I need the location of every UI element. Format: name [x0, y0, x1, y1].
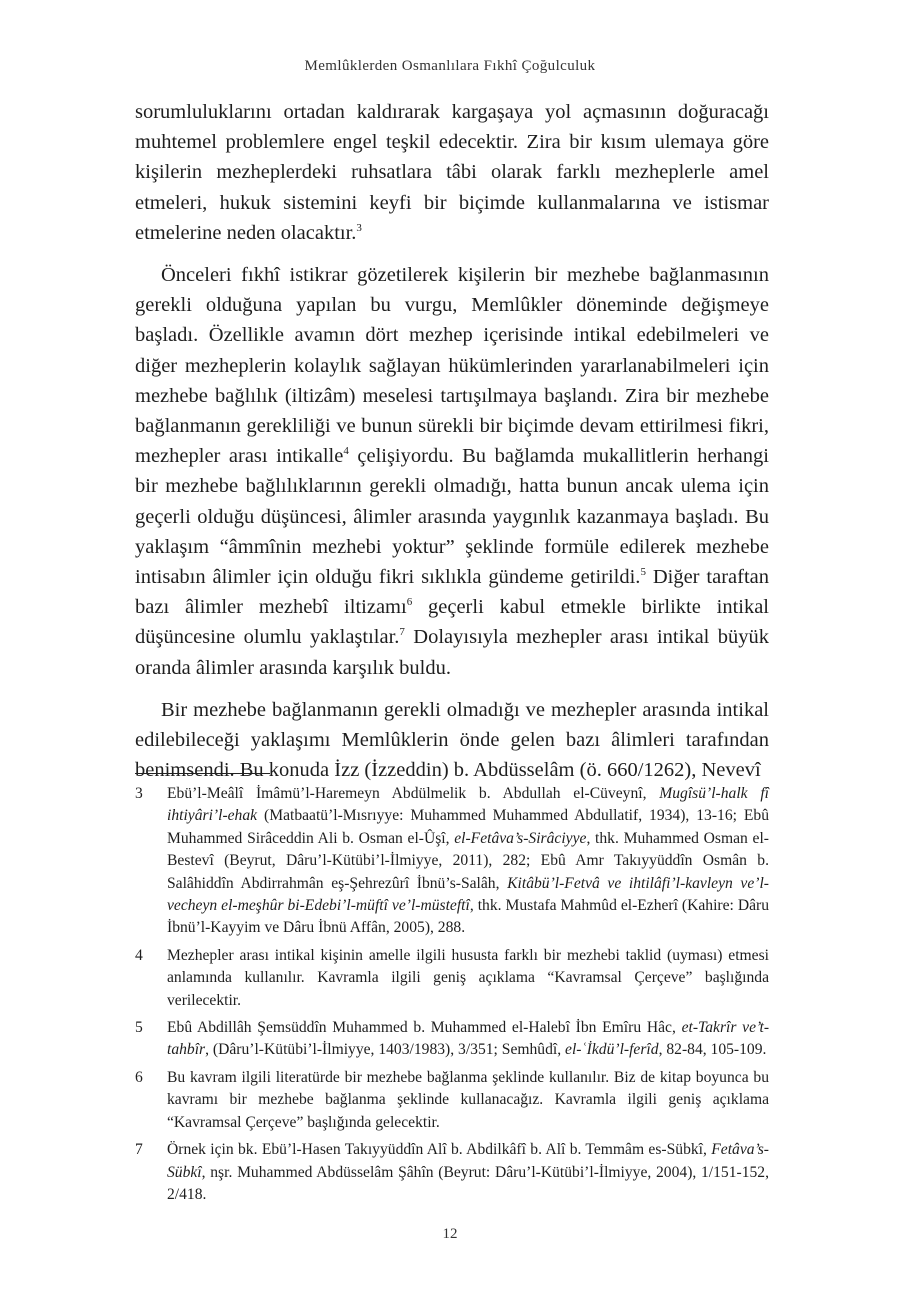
footnote-item [135, 945, 769, 1012]
footnote-item [135, 1067, 769, 1134]
paragraph-2-text-d: geçerli kabul etmekle birlikte intikal düşüncesine olumlu yaklaştılar. [135, 596, 770, 649]
footnote-title-italic: et-Takrîr ve’t-tahbîr [167, 1019, 770, 1059]
footnote-title-italic: Mugîsü’l-halk fî ihtiyâri’l-ehak [167, 785, 769, 825]
footnote-item [135, 783, 769, 940]
page-number: 12 [442, 1226, 458, 1242]
footnote-item [135, 1017, 769, 1062]
footnote-ref-6[interactable]: 6 [406, 596, 413, 609]
paragraph-1 [135, 97, 769, 248]
footnote-segment: Ebü’l-Meâlî İmâmü’l-Haremeyn Abdülmelik b. Abdullah el-Cüveynî, [167, 785, 660, 802]
footnote-segment: Bu kavram ilgili literatürde bir mezhebe bağlanma şeklinde kullanılır. Biz de kitap boyunca bu kavramı bir mezhebe bağlanma şeklinde kullanacağız. Kavramla ilgili geniş açıklama “Kavramsal Çerçeve” başlığında gelecektir. [167, 1068, 769, 1131]
footnote-segment: , thk. Mustafa Mahmûd el-Ezherî (Kahire: Dâru İbnü’l-Kayyim ve Dâru İbnü Affân, 2005), 288. [167, 897, 770, 937]
footnote-segment: Örnek için bk. Ebü’l-Hasen Takıyyüddîn Alî b. Abdilkâfî b. Alî b. Temmâm es-Sübkî, [167, 1141, 712, 1159]
footnote-text [167, 783, 769, 940]
footnote-segment: Mezhepler arası intikal kişinin amelle ilgili hususta farklı bir mezhebi taklid (uyması) etmesi anlamında kullanılır. Kavramla ilgili geniş açıklama “Kavramsal Çerçeve” başlığında verilecektir. [167, 946, 769, 1009]
paragraph-2-text-b: çelişiyordu. Bu bağlamda mukallitlerin herhangi bir mezhebe bağlılıklarının gerekli olmadığı, hatta bunun ancak ulema için geçerli olduğu düşüncesi, âlimler arasında yaygınlık kazanmaya başladı. Bu yaklaşım “âmmînin mezhebi yoktur” şeklinde formüle edilerek mezhebe intisabın âlimler için olduğu fikri sıklıkla gündeme getirildi. [135, 445, 769, 589]
footnote-text [167, 945, 769, 1012]
paragraph-2-text-c: Diğer taraftan bazı âlimler mezhebî iltizamı [135, 566, 769, 619]
footnote-segment: , nşr. Muhammed Abdüsselâm Şâhîn (Beyrut: Dâru’l-Kütübi’l-İlmiyye, 2004), 1/151-152, 2/418. [167, 1163, 769, 1203]
paragraph-3-text: Bir mezhebe bağlanmanın gerekli olmadığı ve mezhepler arasında intikal edilebileceği yaklaşımı Memlûklerin önde gelen bazı âlimleri tarafından benimsendi. Bu konuda İzz (İzzeddin) b. Abdüsselâm (ö. 660/1262), Nevevî [135, 698, 769, 782]
footnote-title-italic: Fetâva’s-Sübkî [167, 1141, 769, 1181]
footnote-number: 3 [135, 785, 143, 802]
footnote-number: 6 [135, 1068, 143, 1086]
footnote-ref-7[interactable]: 7 [399, 626, 405, 639]
footnote-text [167, 1067, 769, 1134]
footnote-segment: , 82-84, 105-109. [658, 1041, 767, 1059]
footnote-title-italic: Kitâbü’l-Fetvâ ve ihtilâfi’l-kavleyn ve’l-vecheyn el-meşhûr bi-Edebi’l-müftî ve’l-müsteftî [167, 874, 769, 915]
paragraph-1-text: sorumluluklarını ortadan kaldırarak kargaşaya yol açmasının doğuracağı muhtemel problemlere engel teşkil edecektir. Zira bir kısım ulemaya göre kişilerin mezheplerdeki ruhsatlara tâbi olarak farklı mezheplerle amel etmeleri, hukuk sistemini keyfi bir biçimde kullanmalarına ve istismar etmelerine neden olacaktır. [135, 101, 769, 244]
paragraph-3 [135, 695, 769, 786]
paragraph-2-text-a: Önceleri fıkhî istikrar gözetilerek kişilerin bir mezhebe bağlanmasının gerekli olduğuna yapılan bu vurgu, Memlûkler döneminde değişmeye başladı. Özellikle avamın dört mezhep içerisinde intikal edebilmeleri ve diğer mezheplerin kolaylık sağlayan hükümlerinden yararlanabilmeleri için mezhebe bağlılık (iltizâm) meselesi tartışılmaya başlandı. Zira bir mezhebe bağlanmanın gerekliliği ve bunun sürekli bir biçimde devam ettirilmesi fikri, mezhepler arası intikalle [135, 264, 769, 468]
footnote-segment: Ebû Abdillâh Şemsüddîn Muhammed b. Muhammed el-Halebî İbn Emîru Hâc, [167, 1019, 682, 1037]
footnote-item [135, 1139, 769, 1206]
footnote-segment: (Matbaatü’l-Mısrıyye: Muhammed Muhammed Abdullatif, 1934), 13-16; Ebû Muhammed Sirâceddin Ali b. Osman el-Ûşî, [167, 807, 769, 847]
footnote-ref-3[interactable]: 3 [356, 221, 362, 234]
footnote-number: 4 [135, 946, 143, 964]
footnote-ref-4[interactable]: 4 [343, 445, 349, 458]
main-text [135, 97, 769, 797]
footnotes [135, 783, 769, 1211]
footnote-segment: , thk. Muhammed Osman el-Bestevî (Beyrut, Dâru’l-Kütübi’l-İlmiyye, 2011), 282; Ebû Amr Takıyyüddîn Osmân b. Salâhiddîn Abdirrahmân eş-Şehrezûrî İbnü’s-Salâh, [167, 829, 769, 892]
paragraph-2-text-e: Dolayısıyla mezhepler arası intikal büyük oranda âlimler arasında karşılık buldu. [135, 626, 769, 679]
running-head: Memlûklerden Osmanlılara Fıkhî Çoğulculuk [304, 58, 596, 74]
footnote-title-italic: el-ʿİkdü’l-ferîd [565, 1041, 659, 1059]
footnote-divider [135, 773, 270, 774]
footnote-ref-5[interactable]: 5 [640, 566, 646, 579]
paragraph-2 [135, 260, 769, 683]
footnote-title-italic: el-Fetâva’s-Sirâciyye [454, 829, 587, 847]
footnote-number: 5 [135, 1019, 143, 1037]
footnote-number: 7 [135, 1141, 143, 1159]
footnote-text [167, 1017, 769, 1062]
footnote-text [167, 1139, 769, 1206]
footnote-segment: , (Dâru’l-Kütübi’l-İlmiyye, 1403/1983), 3/351; Semhûdî, [205, 1041, 566, 1059]
